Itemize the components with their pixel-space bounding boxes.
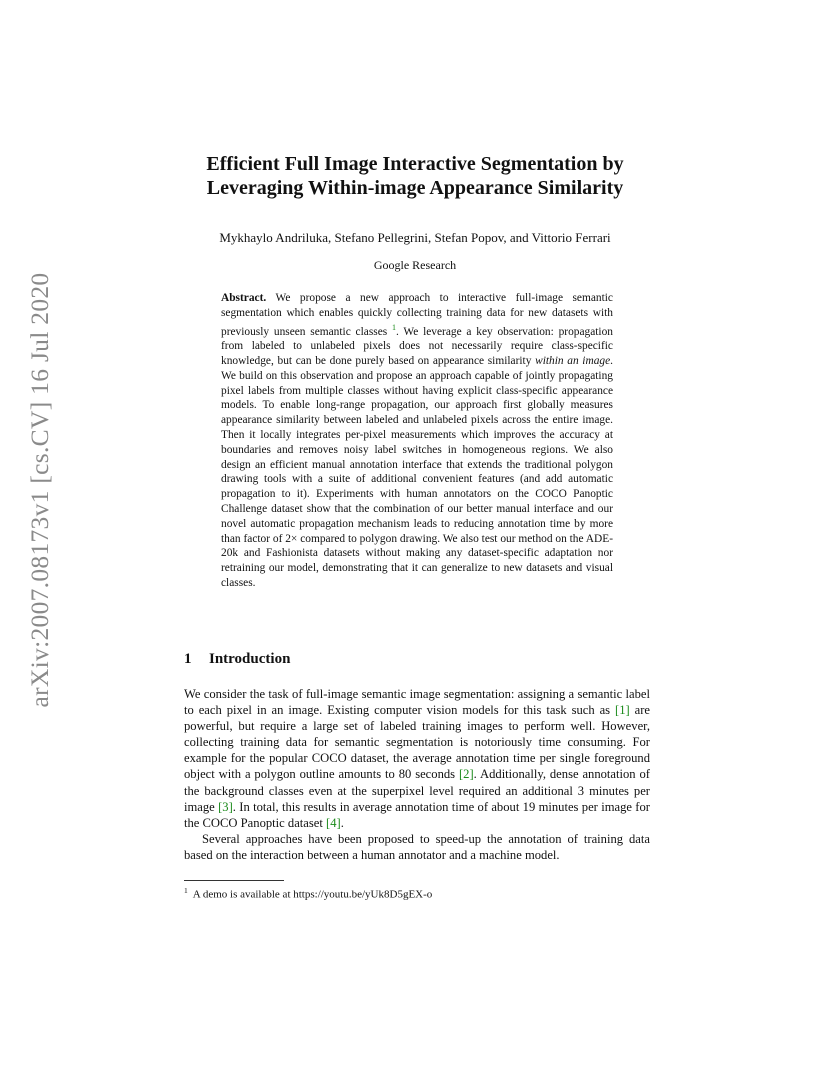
intro-text: . Additionally, dense annotation of the background classes even at the superpixel level required an additional 3 minutes per image [184,767,650,814]
intro-paragraph-1 [184,686,650,831]
intro-paragraph-2: Several approaches have been proposed to speed-up the annotation of training data based on the interaction between a human annotator and a machine model. [184,831,650,862]
intro-text: . In total, this results in average annotation time of about 19 minutes per image for the COCO Panoptic dataset [184,799,650,830]
citation-link-3[interactable]: [3] [218,799,233,814]
abstract [221,291,613,591]
citation-link-1[interactable]: [1] [615,703,630,718]
intro-text: . [340,815,344,830]
footnote-rule [184,880,284,881]
title-line-1: Efficient Full Image Interactive Segmentation by [206,153,624,175]
author-list: Mykhaylo Andriluka, Stefano Pellegrini, Stefan Popov, and Vittorio Ferrari [219,230,611,245]
section-number: 1 [184,651,192,667]
footnote-number: 1 [184,886,188,895]
abstract-emphasis: within an image [535,354,611,367]
abstract-text-1: We propose a new approach to interactive full-image semantic segmentation which enables quickly collecting training data for new datasets with previously unseen semantic classes [221,292,613,338]
abstract-text-3: . We build on this observation and propose an approach capable of jointly propagating pixel labels from multiple classes without having explicit class-specific appearance models. To enable long-range propagation, our approach first globally measures appearance similarity between labeled and unlabeled pixels across the entire image. Then it locally integrates per-pixel measurements which improves the accuracy at boundaries and removes noisy label switches in homogeneous regions. We also design an efficient manual annotation interface that extends the traditional polygon drawing tools with a suite of additional convenient features (and add automatic propagation to it). Experiments with human annotators on the COCO Panoptic Challenge dataset show that the combination of our better manual interface and our novel automatic propagation mechanism leads to reducing annotation time by more than factor of 2× compared to polygon drawing. We also test our method on the ADE-20k and Fashionista datasets without making any dataset-specific adaptation nor retraining our model, demonstrating that it can generalize to new datasets and visual classes. [221,354,614,589]
abstract-label: Abstract. [221,292,267,304]
citation-link-4[interactable]: [4] [326,815,341,830]
affiliation: Google Research [373,258,457,272]
arxiv-identifier: arXiv:2007.08173v1 [cs.CV] 16 Jul 2020 [25,272,54,708]
paper-title [120,152,710,200]
footnote-marker-link[interactable]: 1 [391,322,396,332]
section-heading [184,651,290,668]
footnote-text: A demo is available at https://youtu.be/yUk8D5gEX-o [192,888,433,901]
abstract-text-2: . We leverage a key observation: propagation from labeled to unlabeled pixels does not necessarily require class-specific knowledge, but can be done purely based on appearance similarity [221,325,613,367]
citation-link-2[interactable]: [2] [458,767,474,782]
introduction-body [184,686,650,863]
intro-text: are powerful, but require a large set of labeled training images to perform well. However, collecting training data for semantic segmentation is notoriously time consuming. For example for the popular COCO dataset, the average annotation time per single foreground object with a polygon outline amounts to 80 seconds [184,703,650,782]
footnote [184,886,650,901]
arxiv-sidebar-stamp [20,272,60,708]
intro-text: We consider the task of full-image semantic image segmentation: assigning a semantic label to each pixel in an image. Existing computer vision models for this task such as [184,687,650,718]
section-title: Introduction [209,651,291,667]
title-line-2: Leveraging Within-image Appearance Similarity [206,177,624,199]
